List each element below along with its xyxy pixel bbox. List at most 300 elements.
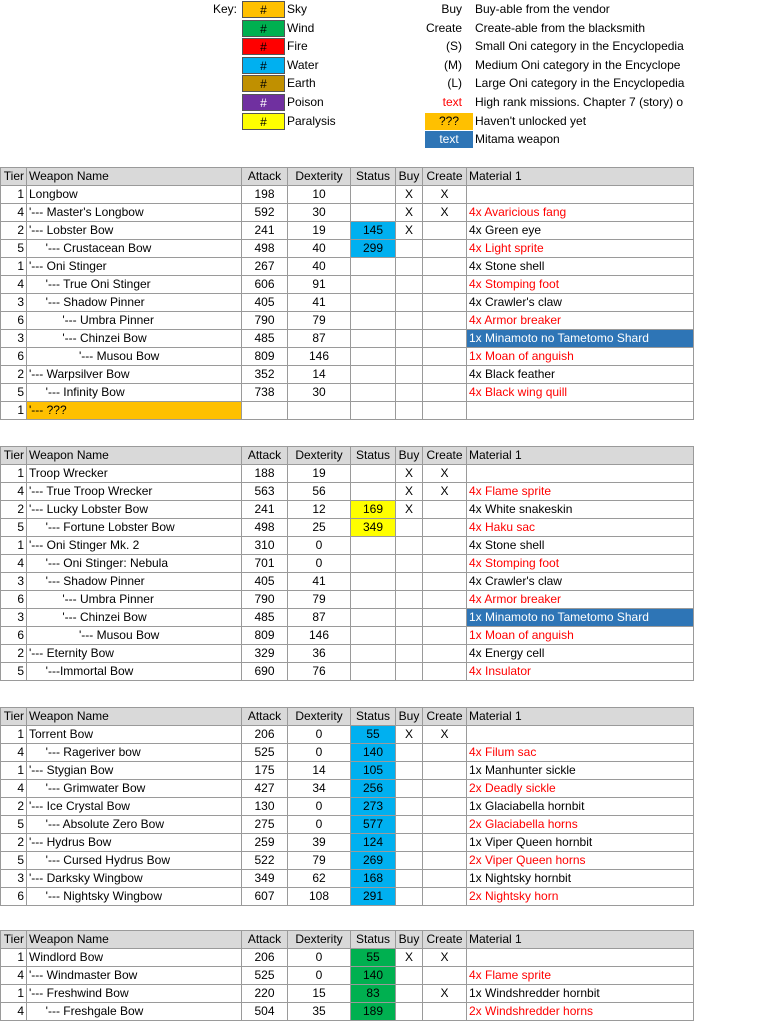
attack-cell: 275 bbox=[242, 816, 288, 834]
attack-cell: 241 bbox=[242, 501, 288, 519]
tier-cell: 5 bbox=[1, 816, 27, 834]
buy-cell bbox=[396, 780, 423, 798]
buy-cell bbox=[396, 573, 423, 591]
status-cell: 189 bbox=[351, 1003, 396, 1021]
weapon-name-cell: '---Immortal Bow bbox=[27, 663, 242, 681]
tier-cell: 1 bbox=[1, 402, 27, 420]
table-row bbox=[1, 258, 694, 276]
status-cell: 55 bbox=[351, 949, 396, 967]
status-cell bbox=[351, 483, 396, 501]
dexterity-cell: 87 bbox=[288, 330, 351, 348]
table-row bbox=[1, 609, 694, 627]
material-cell: 2x Windshredder horns bbox=[467, 1003, 694, 1021]
legend-code: (L) bbox=[447, 76, 462, 91]
buy-cell bbox=[396, 762, 423, 780]
table-row bbox=[1, 330, 694, 348]
status-cell bbox=[351, 609, 396, 627]
weapon-name-cell: '--- Grimwater Bow bbox=[27, 780, 242, 798]
create-cell bbox=[423, 645, 467, 663]
material-cell: 4x Insulator bbox=[467, 663, 694, 681]
buy-cell: X bbox=[396, 222, 423, 240]
attack-cell: 607 bbox=[242, 888, 288, 906]
column-header: Dexterity bbox=[288, 447, 351, 465]
status-cell: 299 bbox=[351, 240, 396, 258]
create-cell: X bbox=[423, 985, 467, 1003]
dexterity-cell: 14 bbox=[288, 762, 351, 780]
status-cell: 105 bbox=[351, 762, 396, 780]
column-header: Tier bbox=[1, 931, 27, 949]
material-cell: 4x Crawler's claw bbox=[467, 573, 694, 591]
weapon-name-cell: '--- Absolute Zero Bow bbox=[27, 816, 242, 834]
table-row bbox=[1, 294, 694, 312]
create-cell bbox=[423, 348, 467, 366]
create-cell bbox=[423, 888, 467, 906]
attack-cell: 188 bbox=[242, 465, 288, 483]
table-row bbox=[1, 627, 694, 645]
create-cell bbox=[423, 402, 467, 420]
table-row bbox=[1, 816, 694, 834]
create-cell: X bbox=[423, 483, 467, 501]
legend-desc: Haven't unlocked yet bbox=[475, 113, 587, 128]
legend-desc: Buy-able from the vendor bbox=[475, 2, 610, 16]
attack-cell: 349 bbox=[242, 870, 288, 888]
weapon-name-cell: '--- Lobster Bow bbox=[27, 222, 242, 240]
tier-cell: 6 bbox=[1, 888, 27, 906]
dexterity-cell: 108 bbox=[288, 888, 351, 906]
weapon-name-cell: '--- Ice Crystal Bow bbox=[27, 798, 242, 816]
table-row bbox=[1, 186, 694, 204]
dexterity-cell: 19 bbox=[288, 222, 351, 240]
weapon-name-cell: '--- Cursed Hydrus Bow bbox=[27, 852, 242, 870]
buy-cell bbox=[396, 834, 423, 852]
key-label: Key: bbox=[213, 2, 238, 16]
weapon-name-cell: '--- Chinzei Bow bbox=[27, 609, 242, 627]
buy-cell bbox=[396, 276, 423, 294]
key-swatch-fire: # bbox=[242, 38, 285, 55]
weapon-name-cell: '--- Musou Bow bbox=[27, 627, 242, 645]
attack-cell: 563 bbox=[242, 483, 288, 501]
tier-cell: 4 bbox=[1, 204, 27, 222]
material-cell: 1x Nightsky hornbit bbox=[467, 870, 694, 888]
attack-cell: 525 bbox=[242, 744, 288, 762]
tier-cell: 2 bbox=[1, 501, 27, 519]
column-header: Tier bbox=[1, 168, 27, 186]
attack-cell: 220 bbox=[242, 985, 288, 1003]
weapon-name-cell: '--- True Oni Stinger bbox=[27, 276, 242, 294]
dexterity-cell: 56 bbox=[288, 483, 351, 501]
column-header: Tier bbox=[1, 447, 27, 465]
key-swatch-sky: # bbox=[242, 1, 285, 18]
dexterity-cell: 15 bbox=[288, 985, 351, 1003]
column-header: Weapon Name bbox=[27, 447, 242, 465]
create-cell bbox=[423, 312, 467, 330]
column-header: Attack bbox=[242, 447, 288, 465]
buy-cell bbox=[396, 384, 423, 402]
status-cell bbox=[351, 573, 396, 591]
attack-cell: 790 bbox=[242, 312, 288, 330]
tier-cell: 1 bbox=[1, 465, 27, 483]
status-cell: 124 bbox=[351, 834, 396, 852]
dexterity-cell: 12 bbox=[288, 501, 351, 519]
tier-cell: 5 bbox=[1, 384, 27, 402]
tier-cell: 3 bbox=[1, 330, 27, 348]
table-row bbox=[1, 834, 694, 852]
legend-code-mitama: text bbox=[425, 131, 473, 148]
column-header: Dexterity bbox=[288, 168, 351, 186]
status-cell bbox=[351, 384, 396, 402]
weapon-name-cell: '--- Eternity Bow bbox=[27, 645, 242, 663]
buy-cell bbox=[396, 967, 423, 985]
material-cell: 2x Nightsky horn bbox=[467, 888, 694, 906]
dexterity-cell: 41 bbox=[288, 573, 351, 591]
material-cell bbox=[467, 465, 694, 483]
create-cell bbox=[423, 744, 467, 762]
create-cell bbox=[423, 330, 467, 348]
buy-cell: X bbox=[396, 501, 423, 519]
column-header: Status bbox=[351, 931, 396, 949]
weapon-table-1 bbox=[0, 167, 694, 420]
table-row bbox=[1, 222, 694, 240]
weapon-name-cell: '--- Shadow Pinner bbox=[27, 294, 242, 312]
column-header: Material 1 bbox=[467, 708, 694, 726]
table-row bbox=[1, 1003, 694, 1021]
status-cell bbox=[351, 348, 396, 366]
material-cell: 4x Stomping foot bbox=[467, 555, 694, 573]
tier-cell: 4 bbox=[1, 1003, 27, 1021]
column-header: Create bbox=[423, 931, 467, 949]
table-row bbox=[1, 465, 694, 483]
status-cell bbox=[351, 258, 396, 276]
tier-cell: 3 bbox=[1, 294, 27, 312]
column-header: Dexterity bbox=[288, 931, 351, 949]
attack-cell: 206 bbox=[242, 949, 288, 967]
dexterity-cell: 0 bbox=[288, 726, 351, 744]
table-header-row bbox=[1, 931, 694, 949]
status-cell bbox=[351, 276, 396, 294]
table-row bbox=[1, 348, 694, 366]
status-cell bbox=[351, 204, 396, 222]
create-cell bbox=[423, 222, 467, 240]
status-cell: 140 bbox=[351, 967, 396, 985]
create-cell bbox=[423, 834, 467, 852]
table-row bbox=[1, 967, 694, 985]
table-row bbox=[1, 780, 694, 798]
legend-code: (S) bbox=[446, 39, 462, 54]
tier-cell: 1 bbox=[1, 537, 27, 555]
column-header: Attack bbox=[242, 168, 288, 186]
table-row bbox=[1, 483, 694, 501]
weapon-name-cell: '--- Chinzei Bow bbox=[27, 330, 242, 348]
table-header-row bbox=[1, 708, 694, 726]
status-cell: 55 bbox=[351, 726, 396, 744]
legend-code: text bbox=[442, 95, 462, 109]
tier-cell: 4 bbox=[1, 555, 27, 573]
column-header: Buy bbox=[396, 708, 423, 726]
table-row bbox=[1, 384, 694, 402]
key-swatch-paralysis: # bbox=[242, 113, 285, 130]
key-text-wind: Wind bbox=[287, 20, 315, 35]
weapon-name-cell: '--- True Troop Wrecker bbox=[27, 483, 242, 501]
tier-cell: 2 bbox=[1, 645, 27, 663]
material-cell: 1x Moan of anguish bbox=[467, 627, 694, 645]
legend-desc: Mitama weapon bbox=[475, 132, 560, 147]
material-cell: 4x Energy cell bbox=[467, 645, 694, 663]
buy-cell bbox=[396, 330, 423, 348]
attack-cell: 504 bbox=[242, 1003, 288, 1021]
table-row bbox=[1, 798, 694, 816]
status-cell: 83 bbox=[351, 985, 396, 1003]
tier-cell: 1 bbox=[1, 985, 27, 1003]
material-cell: 4x Armor breaker bbox=[467, 591, 694, 609]
dexterity-cell: 146 bbox=[288, 348, 351, 366]
table-row bbox=[1, 888, 694, 906]
attack-cell: 310 bbox=[242, 537, 288, 555]
column-header: Status bbox=[351, 168, 396, 186]
status-cell: 145 bbox=[351, 222, 396, 240]
buy-cell bbox=[396, 798, 423, 816]
key-text-sky: Sky bbox=[287, 2, 308, 16]
create-cell bbox=[423, 967, 467, 985]
create-cell: X bbox=[423, 186, 467, 204]
weapon-name-cell: '--- Lucky Lobster Bow bbox=[27, 501, 242, 519]
buy-cell bbox=[396, 627, 423, 645]
material-cell bbox=[467, 186, 694, 204]
status-cell: 349 bbox=[351, 519, 396, 537]
status-cell: 577 bbox=[351, 816, 396, 834]
create-cell: X bbox=[423, 949, 467, 967]
material-cell: 2x Deadly sickle bbox=[467, 780, 694, 798]
column-header: Dexterity bbox=[288, 708, 351, 726]
create-cell bbox=[423, 591, 467, 609]
create-cell bbox=[423, 663, 467, 681]
material-cell: 4x Armor breaker bbox=[467, 312, 694, 330]
buy-cell bbox=[396, 1003, 423, 1021]
attack-cell: 525 bbox=[242, 967, 288, 985]
buy-cell: X bbox=[396, 726, 423, 744]
tier-cell: 6 bbox=[1, 312, 27, 330]
material-cell: 4x Flame sprite bbox=[467, 967, 694, 985]
status-cell bbox=[351, 366, 396, 384]
tier-cell: 3 bbox=[1, 609, 27, 627]
buy-cell bbox=[396, 312, 423, 330]
buy-cell bbox=[396, 348, 423, 366]
dexterity-cell: 76 bbox=[288, 663, 351, 681]
dexterity-cell: 91 bbox=[288, 276, 351, 294]
weapon-name-cell: '--- Crustacean Bow bbox=[27, 240, 242, 258]
status-cell bbox=[351, 663, 396, 681]
tier-cell: 2 bbox=[1, 834, 27, 852]
status-cell bbox=[351, 294, 396, 312]
column-header: Buy bbox=[396, 168, 423, 186]
create-cell bbox=[423, 501, 467, 519]
material-cell: 4x White snakeskin bbox=[467, 501, 694, 519]
material-cell bbox=[467, 402, 694, 420]
weapon-name-cell: '--- ??? bbox=[27, 402, 242, 420]
material-cell: 1x Minamoto no Tametomo Shard bbox=[467, 609, 694, 627]
tier-cell: 1 bbox=[1, 186, 27, 204]
status-cell bbox=[351, 537, 396, 555]
buy-cell: X bbox=[396, 949, 423, 967]
status-cell: 168 bbox=[351, 870, 396, 888]
column-header: Material 1 bbox=[467, 168, 694, 186]
material-cell: 1x Manhunter sickle bbox=[467, 762, 694, 780]
column-header: Buy bbox=[396, 447, 423, 465]
buy-cell bbox=[396, 591, 423, 609]
key-swatch-earth: # bbox=[242, 75, 285, 92]
weapon-name-cell: '--- Rageriver bow bbox=[27, 744, 242, 762]
key-swatch-water: # bbox=[242, 57, 285, 74]
dexterity-cell: 35 bbox=[288, 1003, 351, 1021]
key-swatch-wind: # bbox=[242, 20, 285, 37]
create-cell: X bbox=[423, 204, 467, 222]
status-cell bbox=[351, 555, 396, 573]
table-row bbox=[1, 519, 694, 537]
material-cell: 4x Stomping foot bbox=[467, 276, 694, 294]
status-cell: 273 bbox=[351, 798, 396, 816]
weapon-name-cell: '--- Musou Bow bbox=[27, 348, 242, 366]
weapon-name-cell: Torrent Bow bbox=[27, 726, 242, 744]
attack-cell: 498 bbox=[242, 519, 288, 537]
create-cell bbox=[423, 798, 467, 816]
dexterity-cell: 0 bbox=[288, 798, 351, 816]
weapon-table-4 bbox=[0, 930, 694, 1021]
dexterity-cell: 30 bbox=[288, 384, 351, 402]
attack-cell: 427 bbox=[242, 780, 288, 798]
status-cell bbox=[351, 645, 396, 663]
tier-cell: 4 bbox=[1, 276, 27, 294]
buy-cell bbox=[396, 985, 423, 1003]
attack-cell: 175 bbox=[242, 762, 288, 780]
material-cell: 4x Light sprite bbox=[467, 240, 694, 258]
weapon-table-3 bbox=[0, 707, 694, 906]
table-row bbox=[1, 591, 694, 609]
create-cell: X bbox=[423, 726, 467, 744]
weapon-name-cell: '--- Darksky Wingbow bbox=[27, 870, 242, 888]
buy-cell: X bbox=[396, 465, 423, 483]
dexterity-cell: 41 bbox=[288, 294, 351, 312]
material-cell bbox=[467, 726, 694, 744]
dexterity-cell: 30 bbox=[288, 204, 351, 222]
column-header: Attack bbox=[242, 708, 288, 726]
material-cell: 2x Glaciabella horns bbox=[467, 816, 694, 834]
buy-cell bbox=[396, 888, 423, 906]
key-text-poison: Poison bbox=[287, 95, 324, 109]
attack-cell: 790 bbox=[242, 591, 288, 609]
legend-desc: Large Oni category in the Encyclopedia bbox=[475, 76, 685, 91]
table-row bbox=[1, 501, 694, 519]
table-row bbox=[1, 240, 694, 258]
weapon-name-cell: '--- Umbra Pinner bbox=[27, 591, 242, 609]
status-cell: 169 bbox=[351, 501, 396, 519]
status-cell bbox=[351, 465, 396, 483]
tier-cell: 4 bbox=[1, 780, 27, 798]
tier-cell: 2 bbox=[1, 366, 27, 384]
buy-cell bbox=[396, 663, 423, 681]
create-cell bbox=[423, 762, 467, 780]
weapon-name-cell: '--- Infinity Bow bbox=[27, 384, 242, 402]
tier-cell: 4 bbox=[1, 967, 27, 985]
weapon-name-cell: '--- Windmaster Bow bbox=[27, 967, 242, 985]
tier-cell: 3 bbox=[1, 870, 27, 888]
legend-desc: Create-able from the blacksmith bbox=[475, 20, 646, 35]
weapon-name-cell: '--- Oni Stinger bbox=[27, 258, 242, 276]
dexterity-cell: 10 bbox=[288, 186, 351, 204]
attack-cell: 267 bbox=[242, 258, 288, 276]
table-row bbox=[1, 870, 694, 888]
material-cell: 4x Avaricious fang bbox=[467, 204, 694, 222]
status-cell: 269 bbox=[351, 852, 396, 870]
table-row bbox=[1, 949, 694, 967]
column-header: Weapon Name bbox=[27, 931, 242, 949]
buy-cell bbox=[396, 258, 423, 276]
dexterity-cell: 79 bbox=[288, 591, 351, 609]
create-cell bbox=[423, 555, 467, 573]
table-row bbox=[1, 573, 694, 591]
buy-cell bbox=[396, 555, 423, 573]
material-cell: 1x Moan of anguish bbox=[467, 348, 694, 366]
weapon-table-2 bbox=[0, 446, 694, 681]
material-cell: 1x Glaciabella hornbit bbox=[467, 798, 694, 816]
attack-cell: 809 bbox=[242, 627, 288, 645]
table-row bbox=[1, 312, 694, 330]
status-cell: 291 bbox=[351, 888, 396, 906]
material-cell: 4x Black wing quill bbox=[467, 384, 694, 402]
create-cell bbox=[423, 258, 467, 276]
legend-desc: Medium Oni category in the Encyclope bbox=[475, 57, 681, 72]
create-cell bbox=[423, 294, 467, 312]
column-header: Buy bbox=[396, 931, 423, 949]
weapon-name-cell: Troop Wrecker bbox=[27, 465, 242, 483]
key-swatch-poison: # bbox=[242, 94, 285, 111]
dexterity-cell: 25 bbox=[288, 519, 351, 537]
dexterity-cell: 14 bbox=[288, 366, 351, 384]
table-row bbox=[1, 204, 694, 222]
attack-cell: 485 bbox=[242, 330, 288, 348]
attack-cell bbox=[242, 402, 288, 420]
dexterity-cell: 19 bbox=[288, 465, 351, 483]
create-cell bbox=[423, 780, 467, 798]
tier-cell: 2 bbox=[1, 222, 27, 240]
weapon-name-cell: '--- Oni Stinger Mk. 2 bbox=[27, 537, 242, 555]
status-cell bbox=[351, 402, 396, 420]
create-cell bbox=[423, 573, 467, 591]
buy-cell bbox=[396, 537, 423, 555]
weapon-name-cell: '--- Stygian Bow bbox=[27, 762, 242, 780]
create-cell bbox=[423, 1003, 467, 1021]
attack-cell: 405 bbox=[242, 573, 288, 591]
dexterity-cell: 40 bbox=[288, 258, 351, 276]
material-cell: 2x Viper Queen horns bbox=[467, 852, 694, 870]
buy-cell bbox=[396, 609, 423, 627]
buy-cell bbox=[396, 816, 423, 834]
material-cell: 4x Stone shell bbox=[467, 258, 694, 276]
column-header: Create bbox=[423, 708, 467, 726]
tier-cell: 3 bbox=[1, 573, 27, 591]
weapon-name-cell: '--- Master's Longbow bbox=[27, 204, 242, 222]
material-cell: 1x Minamoto no Tametomo Shard bbox=[467, 330, 694, 348]
attack-cell: 498 bbox=[242, 240, 288, 258]
dexterity-cell: 40 bbox=[288, 240, 351, 258]
material-cell: 4x Flame sprite bbox=[467, 483, 694, 501]
attack-cell: 738 bbox=[242, 384, 288, 402]
create-cell bbox=[423, 276, 467, 294]
tier-cell: 1 bbox=[1, 258, 27, 276]
table-header-row bbox=[1, 447, 694, 465]
dexterity-cell: 62 bbox=[288, 870, 351, 888]
buy-cell bbox=[396, 366, 423, 384]
column-header: Create bbox=[423, 447, 467, 465]
tier-cell: 2 bbox=[1, 798, 27, 816]
